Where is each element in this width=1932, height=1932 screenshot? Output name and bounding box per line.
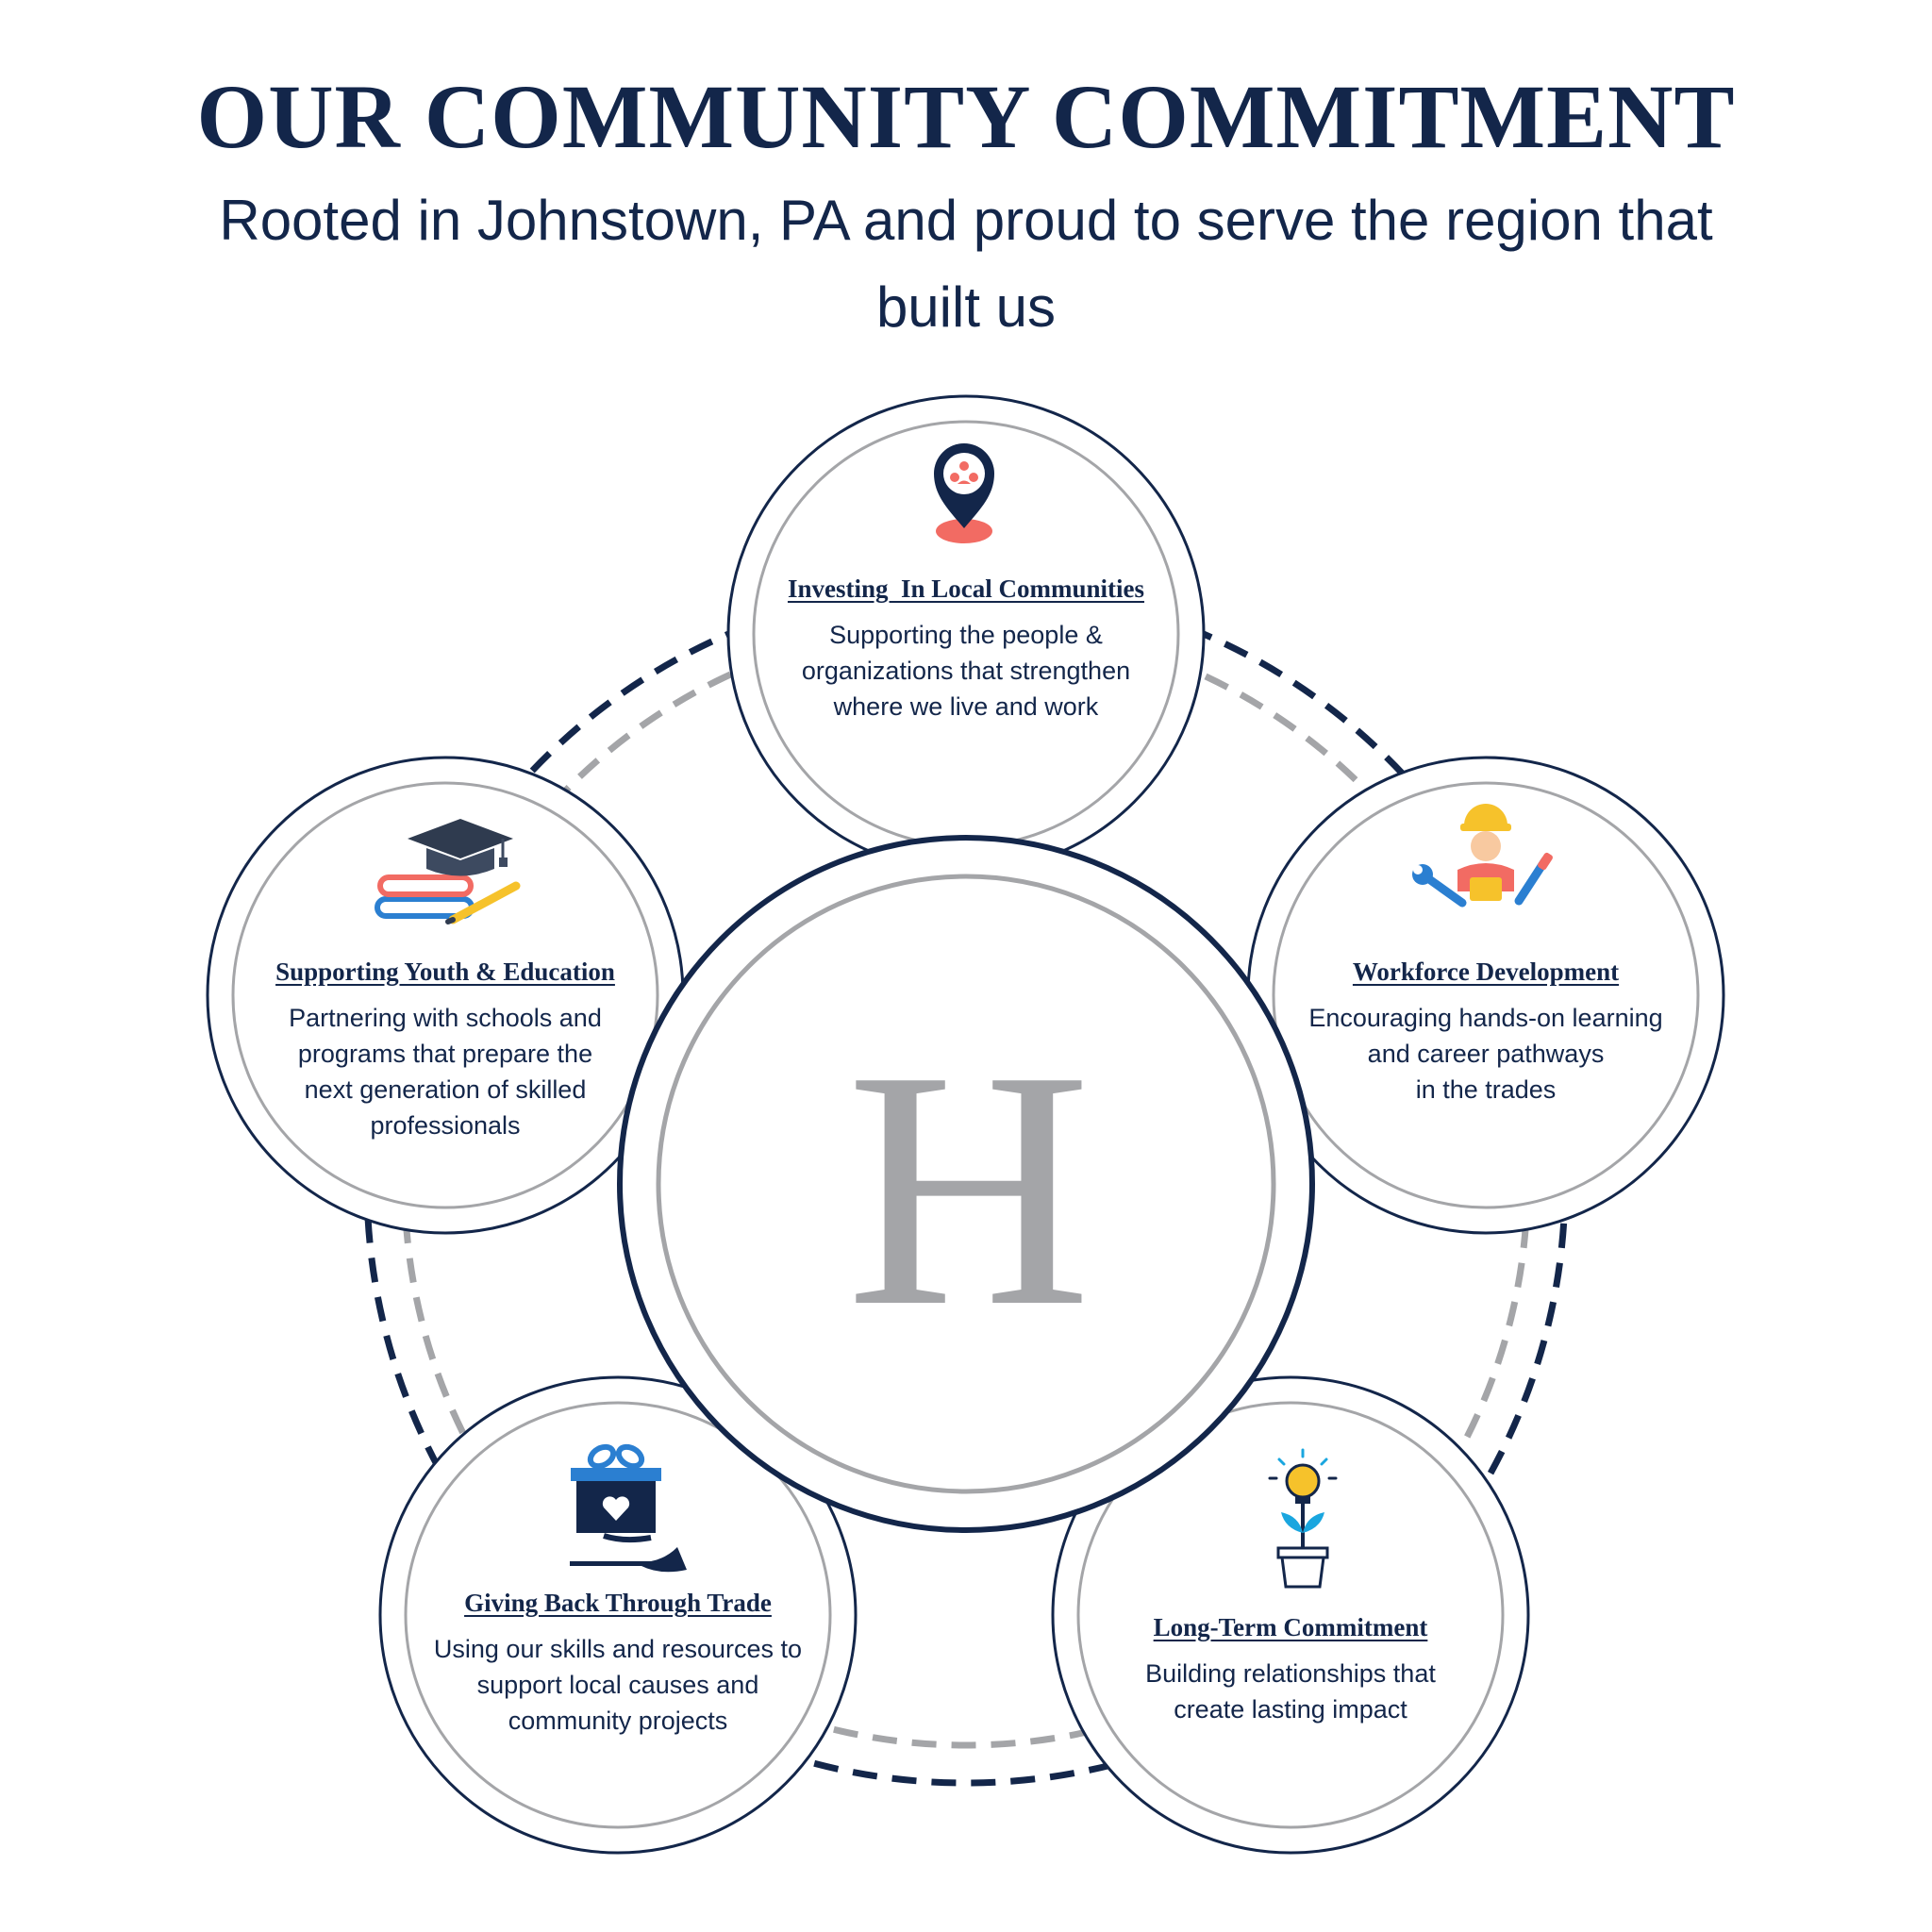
map-pin-people-icon bbox=[934, 443, 994, 543]
card-title: Long-Term Commitment bbox=[1153, 1613, 1428, 1641]
page-title: OUR COMMUNITY COMMITMENT bbox=[196, 66, 1736, 167]
card-description: Building relationships that create lasting impact bbox=[1145, 1659, 1436, 1724]
card-description: Partnering with schools and programs that prepare the next generation of skilled professionals bbox=[289, 1004, 602, 1140]
card-title: Supporting Youth & Education bbox=[275, 958, 615, 986]
card-title: Workforce Development bbox=[1352, 958, 1620, 986]
card-supporting-youth-education bbox=[228, 955, 662, 1143]
card-long-term-commitment bbox=[1074, 1610, 1507, 1727]
card-title: Investing In Local Communities bbox=[787, 575, 1145, 603]
card-title: Giving Back Through Trade bbox=[464, 1589, 772, 1617]
card-workforce-development bbox=[1269, 955, 1703, 1108]
company-monogram: H bbox=[846, 1000, 1091, 1376]
card-description: Using our skills and resources to support local causes and community projects bbox=[433, 1635, 803, 1735]
card-description: Encouraging hands-on learning and career pathways in the trades bbox=[1308, 1004, 1663, 1104]
page-subtitle: Rooted in Johnstown, PA and proud to serve the region that built us bbox=[219, 189, 1713, 339]
card-description: Supporting the people & organizations that strengthen where we live and work bbox=[801, 621, 1131, 721]
card-investing-in-local-communities bbox=[749, 572, 1183, 724]
card-giving-back-through-trade bbox=[401, 1586, 835, 1739]
